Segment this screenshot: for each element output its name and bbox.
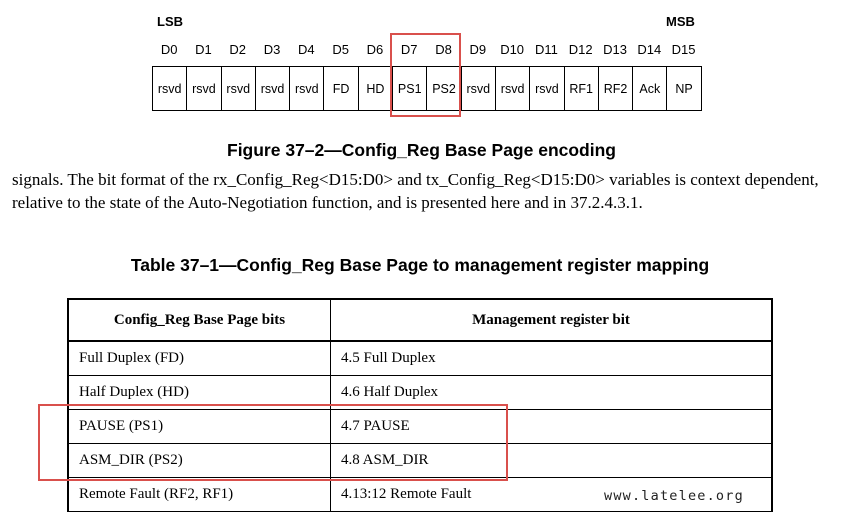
lsb-label: LSB	[157, 14, 183, 29]
column-header: Config_Reg Base Page bits	[68, 299, 331, 341]
figure-caption: Figure 37–2—Config_Reg Base Page encoding	[227, 140, 616, 160]
bit-cell: rsvd	[256, 67, 290, 110]
bit-label: D10	[500, 42, 525, 57]
bit-label: D8	[435, 42, 452, 57]
bit-label: D12	[568, 42, 593, 57]
bit-label: D14	[637, 42, 662, 57]
bit-label: D13	[603, 42, 627, 57]
bit-label: D4	[298, 42, 315, 57]
bit-cell: HD	[359, 67, 393, 110]
table-cell: PAUSE (PS1)	[68, 410, 331, 444]
bit-cell: rsvd	[222, 67, 256, 110]
bit-label: D0	[160, 42, 178, 57]
bit-label: D9	[469, 42, 487, 57]
msb-label: MSB	[666, 14, 695, 29]
bit-cell: NP	[667, 67, 701, 110]
table-caption: Table 37–1—Config_Reg Base Page to management register mapping	[130, 255, 710, 275]
bit-cell: RF1	[565, 67, 599, 110]
bit-label: D6	[366, 42, 384, 57]
bit-label: D15	[671, 42, 696, 57]
bit-label: D11	[534, 42, 558, 57]
bit-cell: PS2	[427, 67, 461, 110]
table-cell: 4.6 Half Duplex	[331, 376, 773, 410]
bit-label: D7	[400, 42, 418, 57]
bit-label: D3	[263, 42, 281, 57]
table-cell: Full Duplex (FD)	[68, 341, 331, 376]
highlight-box-pause-rows	[38, 404, 508, 481]
table-cell: 4.8 ASM_DIR	[331, 444, 773, 478]
watermark: www.latelee.org	[604, 488, 744, 504]
bit-cell: FD	[324, 67, 358, 110]
bit-label: D1	[195, 42, 212, 57]
bit-cell: rsvd	[530, 67, 564, 110]
body-paragraph: signals. The bit format of the rx_Config_Reg<D15:D0> and tx_Config_Reg<D15:D0> variables is context dependent, relative to the state of the Auto-Negotiation function, and is presented here and in 37.2.4.3.1.	[12, 170, 819, 212]
bit-cell: rsvd	[290, 67, 324, 110]
table-row	[68, 341, 772, 376]
bit-label: D5	[332, 42, 349, 57]
bit-cell: rsvd	[462, 67, 496, 110]
bit-cell: rsvd	[187, 67, 221, 110]
table-cell: ASM_DIR (PS2)	[68, 444, 331, 478]
highlight-box-ps-bits	[390, 33, 461, 117]
table-cell: Remote Fault (RF2, RF1)	[68, 478, 331, 512]
bit-cell: PS1	[393, 67, 427, 110]
bit-cell: rsvd	[496, 67, 530, 110]
table-cell: Half Duplex (HD)	[68, 376, 331, 410]
table-header-row	[68, 299, 772, 341]
table-cell: 4.7 PAUSE	[331, 410, 773, 444]
column-header: Management register bit	[331, 299, 773, 341]
bit-label: D2	[229, 42, 247, 57]
table-cell: 4.13:12 Remote Fault	[331, 478, 773, 512]
bit-cell: rsvd	[153, 67, 187, 110]
bit-cell: RF2	[599, 67, 633, 110]
table-cell: 4.5 Full Duplex	[331, 341, 773, 376]
bit-cell: Ack	[633, 67, 667, 110]
